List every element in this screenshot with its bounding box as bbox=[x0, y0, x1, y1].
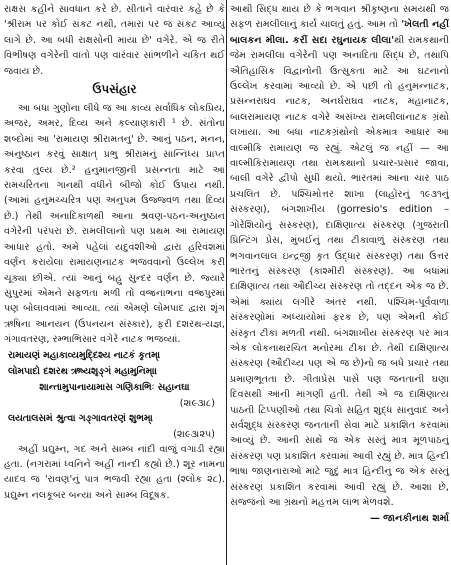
body-text: આથી સિદ્ધ થાય છે કે ભગવાન શ્રીકૃષ્ણના સમયથી જ સફળ રામલીલાનું કાર્ય ચાલતું હતું. આમ તો bbox=[230, 4, 449, 31]
author-signature: — જાનકીનાથ શર્મા bbox=[370, 513, 449, 525]
verse-line: લયતાલસમં શ્રુત્વા ગઙ્ગાવતરણં શુભમ્। bbox=[8, 412, 153, 424]
verse-line: લોમપાદો દશરથ ઋષ્યશૃઙ્ગં મહામુનિમ્॥ bbox=[8, 365, 158, 377]
body-paragraph: આ બધા ગુણોના લીધે જ આ કાવ્ય સર્વાધિક લોકપ્રિય, અજર, અમર, દિવ્ય અને કલ્યાણકારી ¹ છે. સંતોના શબ્દોમાં આ 'રામાયણ શ્રીરામતનુ' છે. આનું પઠન, મનન, અનુષ્ઠાન કરવું સાક્ષાત્ પ્રભુ શ્રીરામનું સાન્નિધ્ય પ્રાપ્ત કરવા તુલ્ય છે.² હનુમાનજીની પ્રસન્નતા માટે આ રામચરિતના ગાનથી વધીને બીજો કોઈ ઉપાય નથી. (આમાં હનુમચ્ચરિત્ર પણ અનુપમ ઉજ્જ્વળ તથા દિવ્ય છે.) તેથી અનાદિકાળથી આના શ્રવણ-પઠન-અનુષ્ઠાન વગેરેની પરંપરા છે. રામલીલાનો પણ પ્રથમ આ રામાયણ આધાર હતો. અમે પહેલાં યદુવંશીઓ દ્વારા હરિવંશમાં વર્ણન કરાયેલા રામાયણનાટક ભજવવાનો ઉલ્લેખ કરી ચૂક્યા છીએ. ત્યાં આનું બહુ સુન્દર વર્ણન છે. જ્યારે સુપુરમાં એમને સફળતા મળી તો વજ્રનાભના વજ્રપુરમાં પણ બોલાવવામાં આવ્યા. ત્યાં એમણે લોમપાદ દ્વારા શૃંગ ઋષિના આનયન (ઉપનયન સંસ્કાર), ફરી દશરથ-યજ્ઞ, ગંગાવતરણ, રમ્ભાભિસાર વગેરે નાટક ભજવ્યાં. bbox=[4, 103, 225, 346]
verse-line: શાન્તામુપાનાયામાસ ગણિકાભિઃ સહાનઘ। bbox=[39, 381, 190, 393]
verse-reference: (૨।૯૩।૨૫) bbox=[173, 428, 215, 440]
verse-reference: (૨।૯૩।૮) bbox=[179, 397, 215, 409]
body-text: થી રામકથાની જેમ રામલીલા વગેરેની પણ અનાદિતા સિદ્ધ છે, તથાપિ ઐતિહાસિક વિદ્વાનોની ઉત્સુકતા માટે આ ઘટનાનો ઉલ્લેખ કરવામાં આવ્યો છે. એ પછી તો હનુમન્નાટક, પ્રસન્નરાઘવ નાટક, અનર્ઘરાઘવ નાટક, મહાનાટક, બાલરામાયણ નાટક વગેરે અસંખ્ય રામલીલાનાટક ગ્રંથો લખાયા. આ બધા નાટકગ્રંથોનો એકમાત્ર આધાર આ વાલ્મીકિ રામાયણ જ રહ્યું. એટલું જ નહીં — આ વાલ્મીકિરામાયણ તથા રામકથાનો પ્રચાર-પ્રસાર જાવા, બાલી વગેરે દ્વીપો સુધી થયો. ભારતમાં આના ચાર પાઠ પ્રચલિત છે. પશ્ચિમોત્તર શાખા (લાહોરનું ૧૯૩૧નું સંસ્કરણ), બંગશાખીય (gorresio's edition – ગોરેશિયોનું સંસ્કરણ), દાક્ષિણાત્ય સંસ્કરણ (ગુજરાતી પ્રિન્ટિંગ પ્રેસ, મુંબઈનું તથા ટીકાવાળું સંસ્કરણ તથા ભગવાનલાલ ઇન્દ્રજી કૃત ઉદ્ધાર સંસ્કરણ) તથા ઉત્તર ભારતનું સંસ્કરણ (કાશ્મીરી સંસ્કરણ). આ બધાંમાં દાક્ષિણાત્ય તથા ઔદીચ્ય સંસ્કરણ તો તદ્દન એક જ છે. એમાં ક્યાંય લગીરે અંતર નથી. પશ્ચિમ-પૂર્વવાળા સંસ્કરણોમાં અધ્યાયોમાં ફરક છે, પણ એમની કોઈ સંસ્કૃત ટીકા મળતી નથી. બંગશાખીય સંસ્કરણ પર માત્ર એક લોકનાથરચિત મનોરમા ટીકા છે. તેથી દાક્ષિણાત્ય સંસ્કરણ (ઔદીચ્ય પણ એ જ છે)નો જ બધે પ્રચાર તથા પ્રમાણભૂતતા છે. ગીતાપ્રેસ પાસે પણ જનતાની ઘણા દિવસથી આની માગણી હતી. તેથી એ જ દાક્ષિણાત્ય પાઠની ટિપ્પણીઓ તથા ચિત્રો સહિત શુદ્ધ સાનુવાદ અને સર્વશુદ્ધ સંસ્કરણ જનતાની સેવા માટે પ્રકાશિત કરવામાં આવ્યું છે. આની સાથે જ એક સસ્તું માત્ર મૂળપાઠનું સંસ્કરણ પણ પ્રકાશિત કરવામાં આવી રહ્યું છે. માત્ર હિન્દી ભાષા જાણનારાઓ માટે જુદું માત્ર હિન્દીનું જ એક સસ્તું સંસ્કરણ પ્રકાશિત કરવામાં આવી રહ્યું છે. આશા છે, સજ્જનો આ ગ્રંથનો મહત્તમ લાભ મેળવશે. bbox=[230, 34, 449, 508]
body-paragraph: અહીં પ્રદ્યુમ્ન, ગદ અને સામ્બ નાંદી વાજું વગાડી રહ્યા હતા. (નગરામાં ધ્વનિને અહીં નાન્દી કહ્યો છે.) શૂર નામના યાદવ જ 'રાવણ'નું પાત્ર ભજવી રહ્યા હતા (શ્લોક ૨૮). પ્રદ્યુમ્ન નલકૂબર બન્યા અને સામ્બ વિદૂષક. bbox=[4, 443, 225, 501]
quoted-verse: 'ખેલતી નહીં બાલકન મીલા. કરીં સદા રઘુનાયક લીલા' bbox=[230, 19, 449, 46]
body-paragraph bbox=[230, 2, 449, 510]
left-column bbox=[4, 2, 225, 562]
section-heading: ઉપસંહાર bbox=[92, 82, 137, 97]
verse-line: રામાયણં મહાકાવ્યમુદ્દિશ્ય નાટકં કૃતમ્। bbox=[8, 349, 161, 361]
intro-paragraph: રાક્ષસ કહીને સાવધાન કરે છે. સીતાને વારંવાર કહે છે કે 'શ્રીરામ પર કોઈ સંકટ નથી, તમારા પર જ સંકટ આવ્યું લાગે છે. આ બધી રાક્ષસોની માયા છે' વગેરે. એ જ રીતે વિભીષણ વગેરેની વાતો પણ વારંવાર સાંભળીને ચકિત થઈ જવાય છે. bbox=[4, 4, 225, 77]
right-column bbox=[230, 2, 449, 562]
column-divider bbox=[226, 0, 227, 565]
